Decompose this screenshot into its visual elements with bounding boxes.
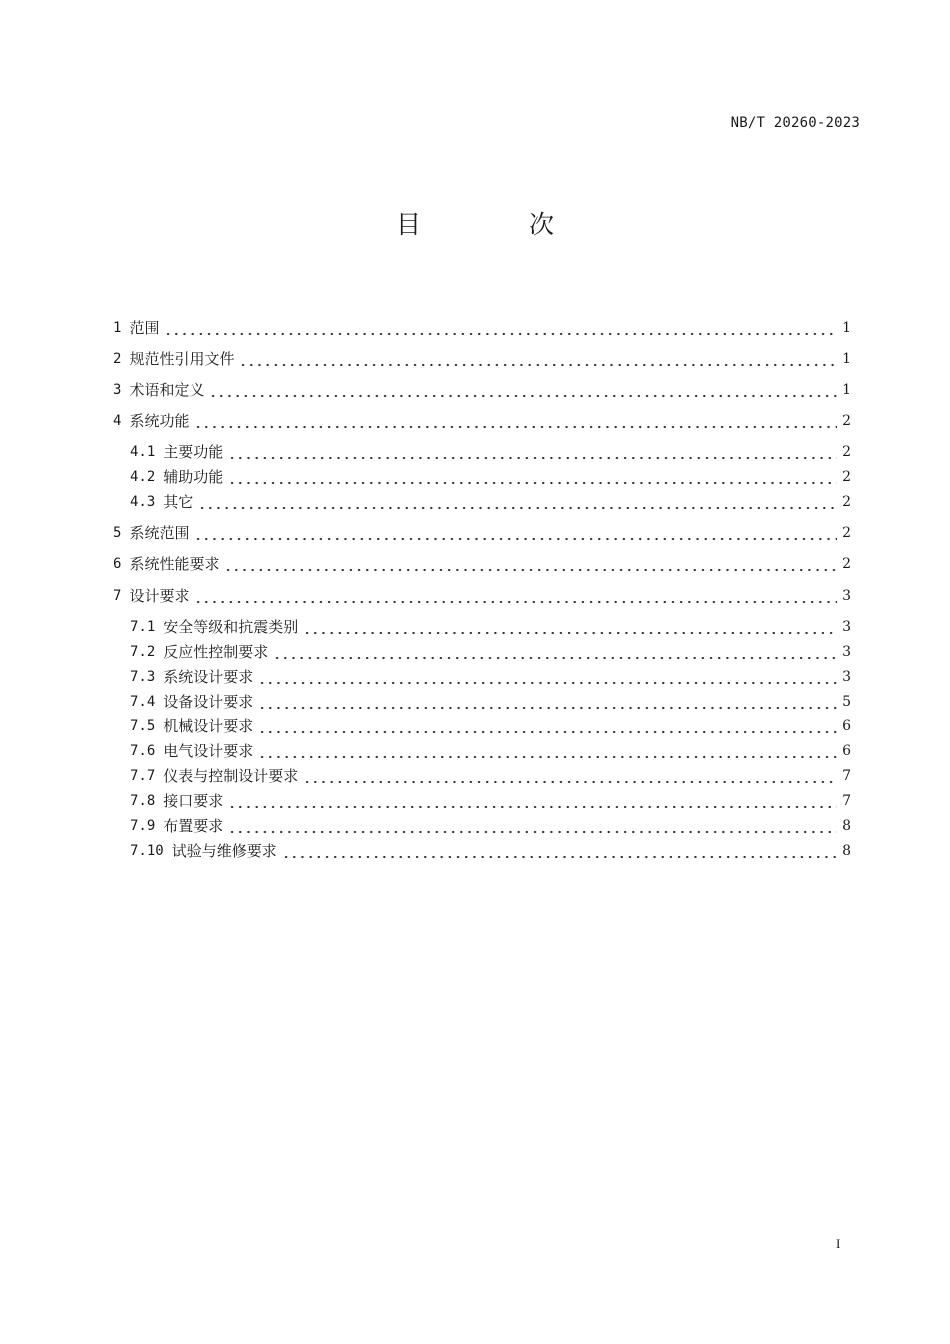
toc-entry[interactable] (130, 841, 851, 861)
toc-entry-page: 3 (842, 669, 851, 685)
toc-entry-page: 1 (842, 320, 851, 336)
toc-entry-number: 7.9 (130, 818, 156, 834)
toc-dot-leader (194, 411, 837, 431)
page-number: I (836, 1236, 841, 1251)
toc-entry[interactable] (113, 523, 851, 543)
toc-entry[interactable] (130, 467, 851, 487)
toc-entry-title: 辅助功能 (163, 468, 224, 486)
toc-dot-leader (228, 816, 837, 836)
toc-entry-page: 1 (842, 351, 851, 367)
toc-entry[interactable] (130, 442, 851, 462)
toc-dot-leader (224, 554, 837, 574)
toc-dot-leader (228, 467, 837, 487)
toc-entry-number: 7.6 (130, 743, 156, 759)
toc-dot-leader (258, 741, 837, 761)
toc-entry-number: 7.3 (130, 669, 156, 685)
toc-entry-title: 仪表与控制设计要求 (163, 767, 299, 785)
toc-dot-leader (198, 492, 837, 512)
toc-dot-leader (258, 716, 837, 736)
toc-entry-title: 反应性控制要求 (163, 643, 269, 661)
toc-entry-title: 其它 (163, 493, 194, 511)
toc-dot-leader (228, 791, 837, 811)
toc-entry-page: 2 (842, 444, 851, 460)
toc-dot-leader (282, 841, 837, 861)
toc-entry[interactable] (113, 411, 851, 431)
toc-dot-leader (303, 617, 837, 637)
toc-entry-page: 3 (842, 644, 851, 660)
page-title: 目 次 (396, 210, 604, 239)
toc-entry[interactable] (113, 586, 851, 606)
toc-entry-title: 系统设计要求 (163, 668, 254, 686)
toc-dot-leader (258, 667, 837, 687)
toc-entry[interactable] (130, 692, 851, 712)
toc-entry-number: 4.1 (130, 444, 156, 460)
toc-entry-title: 接口要求 (163, 792, 224, 810)
toc-entry-number: 4.3 (130, 494, 156, 510)
toc-entry[interactable] (130, 816, 851, 836)
toc-entry[interactable] (130, 741, 851, 761)
toc-entry-title: 系统功能 (129, 412, 190, 430)
toc-entry-page: 2 (842, 413, 851, 429)
toc-entry-number: 7 (113, 588, 122, 604)
toc-entry[interactable] (113, 554, 851, 574)
toc-entry-number: 6 (113, 556, 122, 572)
toc-dot-leader (273, 642, 837, 662)
toc-entry-number: 7.8 (130, 793, 156, 809)
toc-entry[interactable] (113, 380, 851, 400)
toc-entry[interactable] (113, 318, 851, 338)
toc-entry-page: 2 (842, 556, 851, 572)
toc-entry-title: 范围 (129, 319, 160, 337)
toc-entry-title: 电气设计要求 (163, 742, 254, 760)
toc-entry-page: 3 (842, 619, 851, 635)
toc-entry-number: 7.10 (130, 843, 164, 859)
toc-entry-title: 设计要求 (129, 587, 190, 605)
toc-dot-leader (303, 766, 837, 786)
toc-entry-number: 4.2 (130, 469, 156, 485)
toc-entry-title: 规范性引用文件 (129, 350, 235, 368)
toc-entry-page: 7 (842, 793, 851, 809)
toc-entry-number: 7.5 (130, 718, 156, 734)
toc-dot-leader (194, 586, 837, 606)
toc-entry-page: 2 (842, 469, 851, 485)
toc-entry-title: 系统范围 (129, 524, 190, 542)
toc-entry-page: 8 (842, 843, 851, 859)
toc-entry[interactable] (130, 791, 851, 811)
toc-entry-title: 机械设计要求 (163, 717, 254, 735)
toc-entry[interactable] (130, 492, 851, 512)
toc-entry-title: 术语和定义 (129, 381, 205, 399)
toc-entry-number: 1 (113, 320, 122, 336)
toc-entry-page: 2 (842, 525, 851, 541)
toc-entry-title: 主要功能 (163, 443, 224, 461)
toc-entry-number: 2 (113, 351, 122, 367)
toc-entry-number: 4 (113, 413, 122, 429)
toc-entry-title: 试验与维修要求 (171, 842, 277, 860)
toc-entry-number: 5 (113, 525, 122, 541)
toc-entry[interactable] (130, 716, 851, 736)
toc-entry-page: 7 (842, 768, 851, 784)
toc-entry[interactable] (113, 349, 851, 369)
toc-entry-page: 1 (842, 382, 851, 398)
toc-entry-title: 布置要求 (163, 817, 224, 835)
toc-entry-title: 安全等级和抗震类别 (163, 618, 299, 636)
toc-entry[interactable] (130, 667, 851, 687)
toc-dot-leader (258, 692, 837, 712)
toc-entry-page: 3 (842, 588, 851, 604)
toc-entry-page: 2 (842, 494, 851, 510)
toc-entry-number: 7.7 (130, 768, 156, 784)
toc-dot-leader (164, 318, 837, 338)
toc-dot-leader (209, 380, 837, 400)
toc-dot-leader (239, 349, 837, 369)
toc-dot-leader (228, 442, 837, 462)
toc-entry[interactable] (130, 766, 851, 786)
standard-code: NB/T 20260-2023 (730, 115, 860, 131)
toc-entry-title: 设备设计要求 (163, 693, 254, 711)
toc-entry-page: 6 (842, 743, 851, 759)
toc-entry-page: 5 (842, 694, 851, 710)
toc-entry-title: 系统性能要求 (129, 555, 220, 573)
toc-entry-number: 7.2 (130, 644, 156, 660)
toc-entry-number: 3 (113, 382, 122, 398)
toc-entry-number: 7.4 (130, 694, 156, 710)
toc-entry-page: 8 (842, 818, 851, 834)
toc-entry[interactable] (130, 617, 851, 637)
toc-entry-page: 6 (842, 718, 851, 734)
toc-dot-leader (194, 523, 837, 543)
toc-entry[interactable] (130, 642, 851, 662)
toc-entry-number: 7.1 (130, 619, 156, 635)
